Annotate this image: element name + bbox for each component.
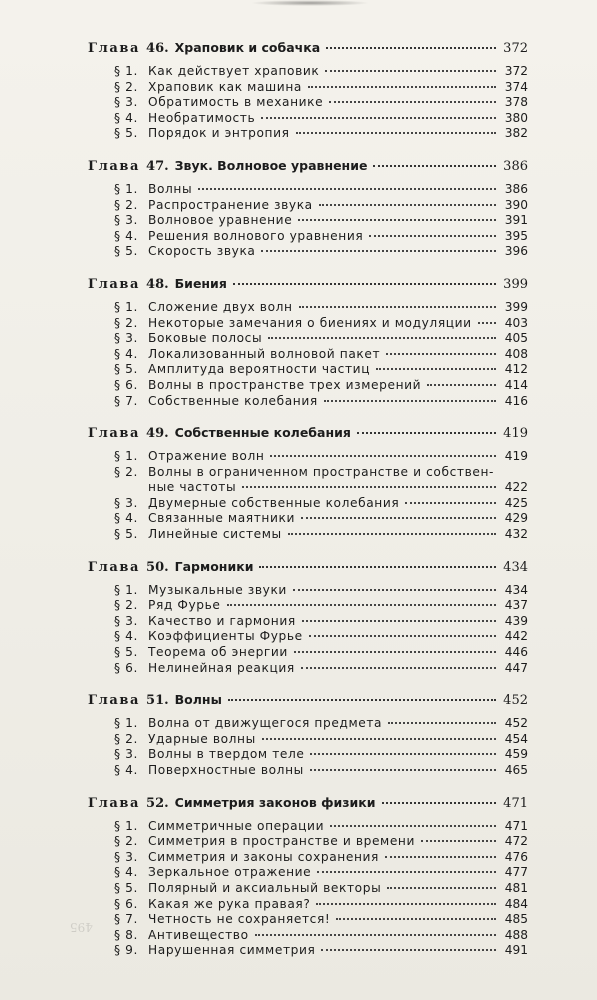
dot-leader xyxy=(310,753,496,755)
chapter-page-number: 452 xyxy=(503,693,528,709)
section-mark: § 5. xyxy=(114,645,138,660)
section-title: Храповик как машина xyxy=(148,79,302,94)
chapter-title: Симметрия законов физики xyxy=(174,794,376,810)
section-page-number: 471 xyxy=(504,818,528,833)
section-item[interactable] xyxy=(114,912,528,928)
section-title: Обратимость в механике xyxy=(148,95,324,110)
chapter-label: Глава xyxy=(88,426,141,442)
dot-leader xyxy=(259,566,496,568)
section-title: Порядок и энтропия xyxy=(148,126,290,141)
section-page-number: 408 xyxy=(504,346,528,361)
section-page-number: 380 xyxy=(504,110,528,125)
dot-leader xyxy=(421,840,496,842)
chapter-label: Глава xyxy=(88,276,141,292)
section-mark: § 4. xyxy=(114,346,138,361)
section-page-number: 414 xyxy=(504,377,528,392)
section-title: Линейные системы xyxy=(148,527,282,542)
section-title: Волна от движущегося предмета xyxy=(148,716,383,731)
section-page-number: 419 xyxy=(504,449,528,464)
section-item[interactable] xyxy=(114,95,528,111)
section-item[interactable] xyxy=(114,614,528,630)
dot-leader xyxy=(288,533,496,535)
dot-leader xyxy=(296,132,496,134)
section-title: Волны xyxy=(148,181,193,196)
section-item[interactable] xyxy=(114,763,528,779)
section-page-number: 491 xyxy=(504,943,528,958)
chapter-page-number: 386 xyxy=(503,158,528,174)
dot-leader xyxy=(255,934,496,936)
dot-leader xyxy=(373,165,496,167)
section-item[interactable] xyxy=(114,198,528,214)
section-page-number: 399 xyxy=(504,299,528,314)
dot-leader xyxy=(309,635,496,637)
section-title: Симметрия в пространстве и времени xyxy=(148,834,416,849)
chapter-title: Гармоники xyxy=(174,558,254,574)
chapter-title: Биения xyxy=(174,275,227,291)
section-mark: § 3. xyxy=(114,613,138,628)
section-page-number: 425 xyxy=(504,495,528,510)
dot-leader xyxy=(357,432,496,434)
chapter-page-number: 372 xyxy=(503,41,528,56)
dot-leader xyxy=(388,722,496,724)
section-title: Необратимость xyxy=(148,110,256,125)
dot-leader xyxy=(376,368,496,370)
section-title: Симметричные операции xyxy=(148,818,325,833)
section-title: Некоторые замечания о биениях и модуляции xyxy=(148,315,472,330)
dot-leader xyxy=(319,204,496,206)
dot-leader xyxy=(317,871,496,873)
section-title: Решения волнового уравнения xyxy=(148,228,364,243)
chapter-heading[interactable] xyxy=(88,559,528,581)
table-of-contents xyxy=(88,40,528,959)
section-item[interactable] xyxy=(114,629,528,645)
section-mark: § 1. xyxy=(114,818,138,833)
section-mark: § 4. xyxy=(114,228,138,243)
chapter-48 xyxy=(88,276,528,409)
dot-leader xyxy=(301,517,496,519)
section-item[interactable] xyxy=(114,300,528,316)
section-mark: § 3. xyxy=(114,747,138,762)
dot-leader xyxy=(321,949,496,951)
section-mark: § 6. xyxy=(114,377,138,392)
section-page-number: 459 xyxy=(504,747,528,762)
section-title: Собственные колебания xyxy=(148,393,318,408)
dot-leader xyxy=(261,117,496,119)
section-mark: § 6. xyxy=(114,896,138,911)
chapter-number: 52. xyxy=(146,795,169,811)
section-item[interactable] xyxy=(114,661,528,677)
section-list xyxy=(114,64,528,142)
section-item[interactable] xyxy=(114,331,528,347)
section-page-number: 446 xyxy=(504,645,528,660)
chapter-heading[interactable] xyxy=(88,276,528,298)
section-item[interactable] xyxy=(114,645,528,661)
chapter-label: Глава xyxy=(88,158,141,174)
dot-leader xyxy=(405,502,496,504)
chapter-label: Глава xyxy=(88,693,141,709)
section-page-number: 416 xyxy=(504,393,528,408)
section-title: Отражение волн xyxy=(148,449,265,464)
section-list xyxy=(114,300,528,409)
section-item[interactable] xyxy=(114,527,528,543)
section-mark: § 2. xyxy=(114,731,138,746)
chapter-label: Глава xyxy=(88,559,141,575)
dot-leader xyxy=(385,856,496,858)
section-item[interactable] xyxy=(114,881,528,897)
section-mark: § 4. xyxy=(114,511,138,526)
section-page-number: 447 xyxy=(504,660,528,675)
section-page-number: 488 xyxy=(504,927,528,942)
section-item[interactable] xyxy=(114,834,528,850)
dot-leader xyxy=(478,322,496,324)
dot-leader xyxy=(261,250,496,252)
chapter-51 xyxy=(88,692,528,778)
dot-leader xyxy=(324,400,496,402)
section-title: Ударные волны xyxy=(148,731,256,746)
section-item[interactable] xyxy=(114,126,528,142)
dot-leader xyxy=(293,589,496,591)
chapter-label: Глава xyxy=(88,795,141,811)
section-page-number: 484 xyxy=(504,896,528,911)
dot-leader xyxy=(270,455,496,457)
section-mark: § 7. xyxy=(114,912,138,927)
chapter-heading[interactable] xyxy=(88,158,528,180)
chapter-spacer xyxy=(88,260,528,276)
dot-leader xyxy=(329,101,496,103)
chapter-page-number: 471 xyxy=(503,795,528,811)
section-mark: § 1. xyxy=(114,716,138,731)
section-title: Распространение звука xyxy=(148,197,313,212)
section-mark: § 2. xyxy=(114,79,138,94)
section-title: Боковые полосы xyxy=(148,331,263,346)
section-title: Сложение двух волн xyxy=(148,299,293,314)
section-mark: § 2. xyxy=(114,464,138,479)
section-item[interactable] xyxy=(114,347,528,363)
section-mark: § 5. xyxy=(114,527,138,542)
chapter-50 xyxy=(88,559,528,677)
section-mark: § 3. xyxy=(114,95,138,110)
section-title: Музыкальные звуки xyxy=(148,582,287,597)
section-title: Четность не сохраняется! xyxy=(148,912,331,927)
chapter-page-number: 434 xyxy=(503,559,528,575)
section-mark: § 8. xyxy=(114,927,138,942)
dot-leader xyxy=(228,699,496,701)
section-item[interactable] xyxy=(114,465,528,481)
section-mark: § 2. xyxy=(114,834,138,849)
section-title: Амплитуда вероятности частиц xyxy=(148,362,371,377)
section-title: Какая же рука правая? xyxy=(148,896,311,911)
chapter-spacer xyxy=(88,142,528,158)
chapter-spacer xyxy=(88,543,528,559)
section-title: Скорость звука xyxy=(148,244,256,259)
section-item[interactable] xyxy=(114,928,528,944)
section-item[interactable] xyxy=(114,244,528,260)
section-item[interactable] xyxy=(114,897,528,913)
section-mark: § 5. xyxy=(114,126,138,141)
section-page-number: 386 xyxy=(504,181,528,196)
section-title: Волны в ограниченном пространстве и собствен- xyxy=(148,464,495,479)
section-list xyxy=(114,449,528,543)
chapter-title: Собственные колебания xyxy=(174,425,351,441)
dot-leader xyxy=(233,283,496,285)
section-page-number: 452 xyxy=(504,716,528,731)
dot-leader xyxy=(330,825,496,827)
chapter-number: 47. xyxy=(146,158,169,174)
dot-leader xyxy=(386,353,496,355)
chapter-heading[interactable] xyxy=(88,692,528,714)
section-page-number: 412 xyxy=(504,362,528,377)
section-title: Теорема об энергии xyxy=(148,645,288,660)
section-mark: § 4. xyxy=(114,629,138,644)
section-page-number: 429 xyxy=(504,511,528,526)
section-page-number: 439 xyxy=(504,613,528,628)
section-mark: § 3. xyxy=(114,495,138,510)
section-page-number: 476 xyxy=(504,849,528,864)
section-item[interactable] xyxy=(114,732,528,748)
dot-leader xyxy=(369,235,496,237)
chapter-number: 48. xyxy=(146,276,169,292)
section-title: Поверхностные волны xyxy=(148,763,304,777)
section-page-number: 454 xyxy=(504,731,528,746)
section-mark: § 4. xyxy=(114,110,138,125)
section-page-number: 465 xyxy=(504,763,528,777)
chapter-heading[interactable] xyxy=(88,795,528,817)
dot-leader xyxy=(316,903,496,905)
section-list xyxy=(114,716,528,778)
section-mark: § 1. xyxy=(114,449,138,464)
section-item[interactable] xyxy=(114,819,528,835)
chapter-47 xyxy=(88,158,528,260)
section-title: Волны в пространстве трех измерений xyxy=(148,377,422,392)
section-item[interactable] xyxy=(114,598,528,614)
chapter-heading[interactable] xyxy=(88,40,528,62)
dot-leader xyxy=(427,384,496,386)
section-title: Антивещество xyxy=(148,927,249,942)
section-mark: § 4. xyxy=(114,763,138,777)
section-page-number: 432 xyxy=(504,527,528,542)
section-item[interactable] xyxy=(114,511,528,527)
section-page-number: 396 xyxy=(504,244,528,259)
chapter-title: Волны xyxy=(174,692,222,708)
chapter-heading[interactable] xyxy=(88,425,528,447)
section-title: Ряд Фурье xyxy=(148,598,221,613)
section-item[interactable] xyxy=(114,449,528,465)
chapter-number: 51. xyxy=(146,693,169,709)
section-item[interactable] xyxy=(114,850,528,866)
dot-leader xyxy=(301,667,496,669)
section-mark: § 3. xyxy=(114,331,138,346)
section-title: Нелинейная реакция xyxy=(148,660,295,675)
dot-leader xyxy=(302,620,496,622)
section-title: Симметрия и законы сохранения xyxy=(148,849,379,864)
section-item[interactable] xyxy=(114,362,528,378)
section-title: Зеркальное отражение xyxy=(148,865,312,880)
section-mark: § 4. xyxy=(114,865,138,880)
section-item[interactable] xyxy=(114,182,528,198)
section-item[interactable] xyxy=(114,316,528,332)
dot-leader xyxy=(268,337,496,339)
section-list xyxy=(114,819,528,959)
section-mark: § 2. xyxy=(114,598,138,613)
section-item[interactable] xyxy=(114,943,528,959)
section-title: Нарушенная симметрия xyxy=(148,943,316,958)
section-page-number: 477 xyxy=(504,865,528,880)
chapter-title: Храповик и собачка xyxy=(174,40,321,55)
section-page-number: 382 xyxy=(504,126,528,141)
dot-leader xyxy=(382,802,496,804)
dot-leader xyxy=(325,70,496,72)
chapter-spacer xyxy=(88,676,528,692)
section-page-number: 372 xyxy=(504,64,528,78)
dot-leader xyxy=(308,86,496,88)
section-page-number: 405 xyxy=(504,331,528,346)
section-item[interactable] xyxy=(114,64,528,80)
section-title: Двумерные собственные колебания xyxy=(148,495,400,510)
section-mark: § 3. xyxy=(114,213,138,228)
chapter-page-number: 419 xyxy=(503,426,528,442)
chapter-number: 49. xyxy=(146,426,169,442)
section-item[interactable] xyxy=(114,496,528,512)
chapter-page-number: 399 xyxy=(503,276,528,292)
dot-leader xyxy=(336,918,496,920)
dot-leader xyxy=(298,219,496,221)
section-title: Полярный и аксиальный векторы xyxy=(148,880,382,895)
dot-leader xyxy=(387,887,496,889)
section-mark: § 2. xyxy=(114,197,138,212)
section-item[interactable] xyxy=(114,111,528,127)
section-list xyxy=(114,182,528,260)
section-item[interactable] xyxy=(114,229,528,245)
section-title: Коэффициенты Фурье xyxy=(148,629,303,644)
section-page-number: 391 xyxy=(504,213,528,228)
print-bleed-mark xyxy=(250,0,370,6)
section-item[interactable] xyxy=(114,80,528,96)
section-title: Волны в твердом теле xyxy=(148,747,305,762)
section-mark: § 1. xyxy=(114,181,138,196)
section-mark: § 3. xyxy=(114,849,138,864)
section-page-number: 437 xyxy=(504,598,528,613)
chapter-number: 46. xyxy=(146,41,169,56)
section-title: Волновое уравнение xyxy=(148,213,293,228)
section-title: Качество и гармония xyxy=(148,613,296,628)
section-title: Локализованный волновой пакет xyxy=(148,346,381,361)
section-page-number: 403 xyxy=(504,315,528,330)
section-mark: § 1. xyxy=(114,64,138,78)
section-page-number: 442 xyxy=(504,629,528,644)
section-item-continuation[interactable] xyxy=(148,480,528,496)
section-mark: § 9. xyxy=(114,943,138,958)
section-item[interactable] xyxy=(114,394,528,410)
section-item[interactable] xyxy=(114,583,528,599)
section-mark: § 5. xyxy=(114,362,138,377)
section-page-number: 481 xyxy=(504,880,528,895)
section-page-number: 485 xyxy=(504,912,528,927)
section-item[interactable] xyxy=(114,213,528,229)
section-mark: § 6. xyxy=(114,660,138,675)
dot-leader xyxy=(198,188,496,190)
section-page-number: 434 xyxy=(504,582,528,597)
section-page-number: 395 xyxy=(504,228,528,243)
section-item[interactable] xyxy=(114,747,528,763)
section-item[interactable] xyxy=(114,378,528,394)
section-mark: § 1. xyxy=(114,582,138,597)
section-page-number: 472 xyxy=(504,834,528,849)
chapter-49 xyxy=(88,425,528,543)
section-mark: § 5. xyxy=(114,244,138,259)
section-mark: § 1. xyxy=(114,299,138,314)
section-item[interactable] xyxy=(114,865,528,881)
dot-leader xyxy=(310,769,496,771)
chapter-spacer xyxy=(88,409,528,425)
section-page-number: 374 xyxy=(504,79,528,94)
dot-leader xyxy=(294,651,496,653)
chapter-label: Глава xyxy=(88,41,141,56)
section-page-number: 390 xyxy=(504,197,528,212)
dot-leader xyxy=(262,738,496,740)
chapter-number: 50. xyxy=(146,559,169,575)
chapter-spacer xyxy=(88,779,528,795)
dot-leader xyxy=(299,306,496,308)
section-page-number: 378 xyxy=(504,95,528,110)
chapter-title: Звук. Волновое уравнение xyxy=(174,157,368,173)
dot-leader xyxy=(227,604,496,606)
section-mark: § 7. xyxy=(114,393,138,408)
section-mark: § 2. xyxy=(114,315,138,330)
dot-leader xyxy=(326,47,496,49)
section-mark: § 5. xyxy=(114,880,138,895)
chapter-52 xyxy=(88,795,528,959)
section-list xyxy=(114,583,528,677)
section-page-number: 422 xyxy=(504,480,528,495)
dot-leader xyxy=(242,486,496,488)
chapter-46 xyxy=(88,40,528,142)
show-through-page-number: 495 xyxy=(70,920,93,934)
section-title: Как действует храповик xyxy=(148,64,320,78)
section-title: Связанные маятники xyxy=(148,511,295,526)
section-title-continuation: ные частоты xyxy=(148,480,237,495)
section-item[interactable] xyxy=(114,716,528,732)
